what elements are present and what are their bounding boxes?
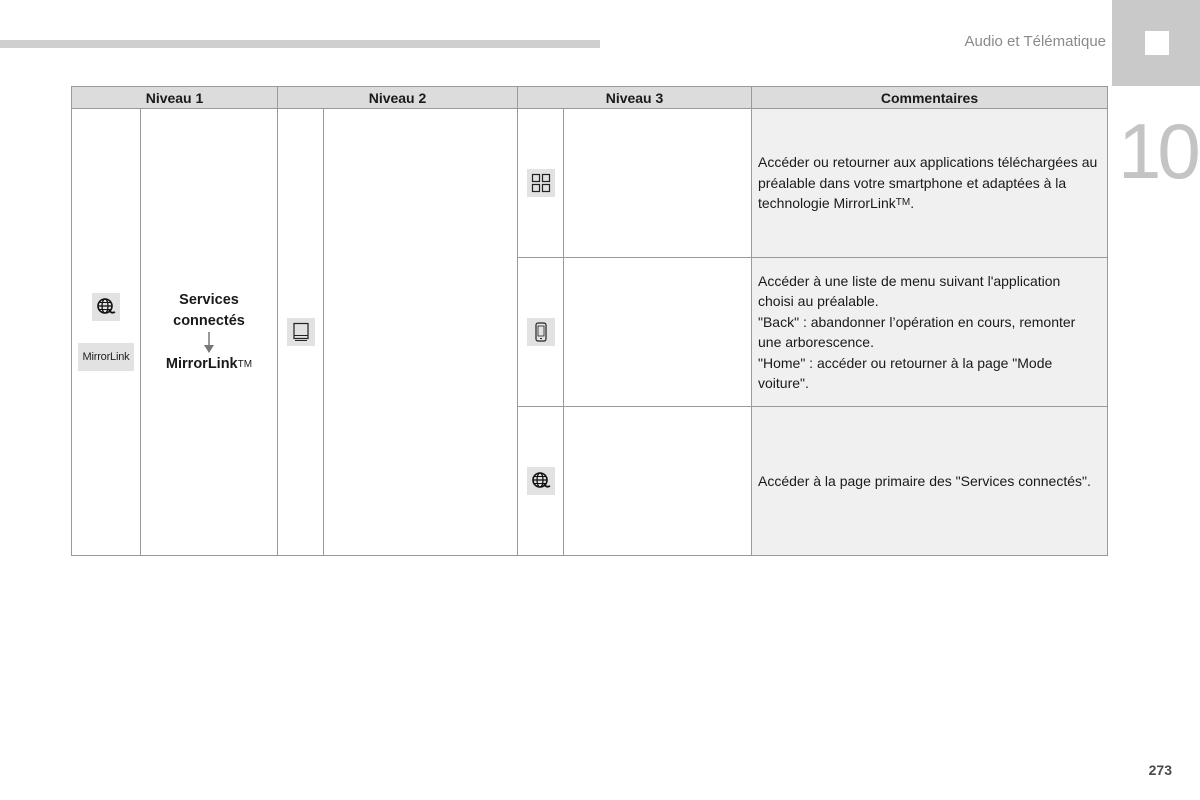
connected-globe-icon: [527, 467, 555, 495]
level1-label-cell: [141, 109, 278, 556]
level3-icon-cell: [518, 258, 564, 407]
section-title: Audio et Télématique: [964, 33, 1106, 50]
menu-table: [71, 86, 1108, 556]
chapter-number: 10: [1118, 107, 1197, 195]
chapter-square-icon: [1145, 31, 1169, 55]
level2-icon-cell: [278, 109, 324, 556]
level1-icon-cell: [72, 109, 141, 556]
smartphone-icon: [527, 318, 555, 346]
arrow-down-icon: [203, 332, 215, 354]
level3-icon-cell: [518, 407, 564, 556]
connected-globe-icon: [92, 293, 120, 321]
mirrorlink-logo: MirrorLink: [78, 343, 134, 371]
comment-cell: Accéder ou retourner aux applications téléchargées au préalable dans votre smartphone et adaptées à la technologie MirrorLink™.: [752, 109, 1108, 258]
tablet-screen-icon: [287, 318, 315, 346]
col-header-level2: Niveau 2: [278, 87, 518, 109]
apps-grid-icon: [527, 169, 555, 197]
table-row: [72, 109, 1108, 258]
level3-label-cell: [564, 109, 752, 258]
col-header-level1: Niveau 1: [72, 87, 278, 109]
level3-icon-cell: [518, 109, 564, 258]
level3-label-cell: [564, 258, 752, 407]
level3-label-cell: [564, 407, 752, 556]
header-rule: [0, 40, 600, 48]
col-header-comments: Commentaires: [752, 87, 1108, 109]
col-header-level3: Niveau 3: [518, 87, 752, 109]
table-header-row: [72, 87, 1108, 109]
level2-label-cell: [324, 109, 518, 556]
comment-cell: Accéder à la page primaire des "Services connectés".: [752, 407, 1108, 556]
services-connectes-label: Services connectés MirrorLink™: [165, 291, 253, 372]
page-number: 273: [1148, 762, 1172, 778]
comment-cell: Accéder à une liste de menu suivant l'application choisi au préalable. "Back" : abandonner l’opération en cours, remonter une arborescence. "Home" : accéder ou retourner à la page "Mode voiture".: [752, 258, 1108, 407]
mirrorlink-label: MirrorLink: [165, 355, 238, 372]
